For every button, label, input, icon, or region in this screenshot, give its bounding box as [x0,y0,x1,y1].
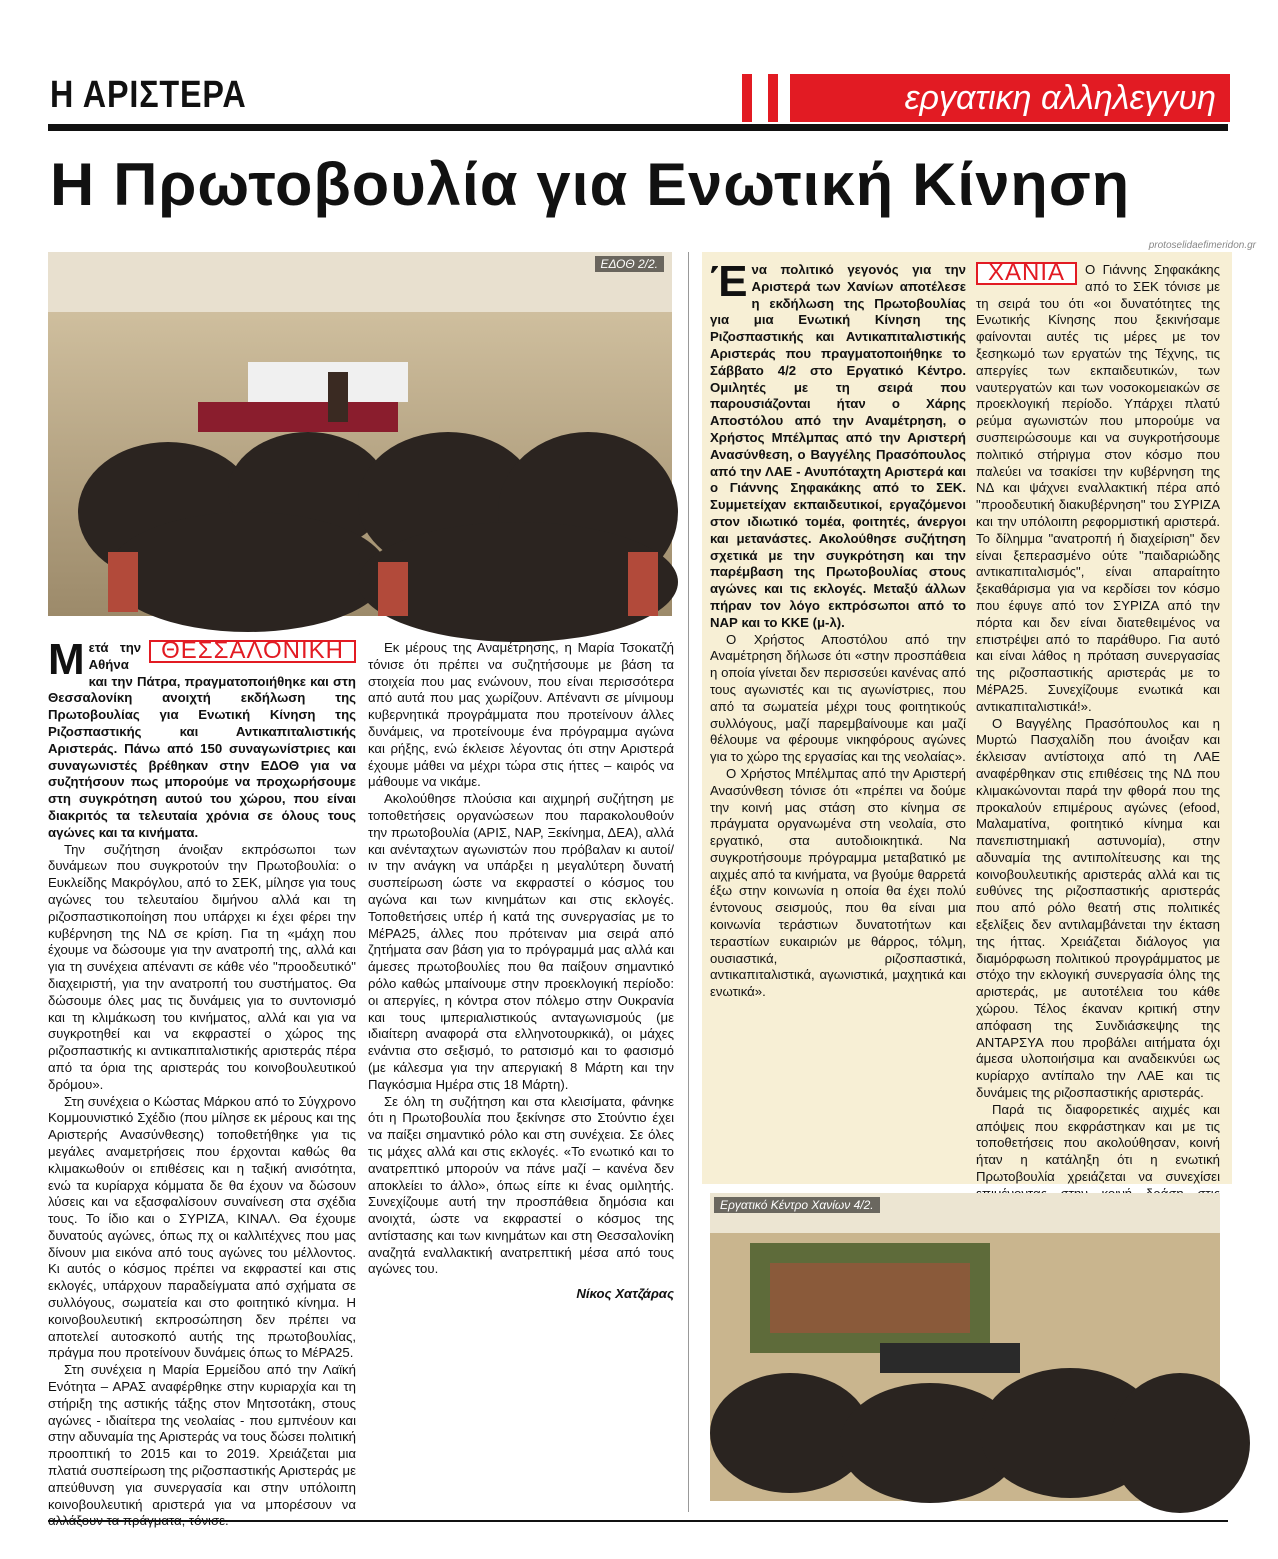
photo-caption: Εργατικό Κέντρο Χανίων 4/2. [714,1197,880,1213]
chania-col-1 [710,257,966,1182]
section-title: Η ΑΡΙΣΤΕΡΑ [50,74,247,116]
paragraph: Σε όλη τη συζήτηση και στα κλεισίματα, φάνηκε ότι η Πρωτοβουλία που ξεκίνησε στο Στούντιο έχει να παίξει σημαντικό ρόλο και στη συνέχεια. Σε όλες τις μάχες αλλά και στις εκλογές. «Το ενωτικό και το ανατρεπτικό μπορούν να πάνε μαζί – κανένα δεν αποκλείει το άλλο», όπως είπε κι ένας ομιλητής. Συνεχίζουμε αυτή την προσπάθεια δημόσια και ανοιχτά, ώστε να εκφραστεί ο κόσμος της αντίστασης και των κινημάτων και στη Θεσσαλονίκη αναζητά εναλλακτική ανατρεπτική μέσα από τους αγώνες του. [368,1093,674,1277]
paragraph: Ακολούθησε πλούσια και αιχμηρή συζήτηση με τοποθετήσεις οργανώσεων που παρακολουθούν την πρωτοβουλία (ΑΡΙΣ, ΝΑΡ, Ξεκίνημα, ΔΕΑ), αλλά και ανένταχτων αγωνιστών που πρόβαλαν κι αυτοί/ιν την ανάγκη να υπάρξει η μεγαλύτερη δυνατή συσπείρωση ώστε να εκφραστεί ο κόσμος του αγώνα και των κινημάτων και στις εκλογές. Τοποθετήσεις υπέρ ή κατά της συνεργασίας με το ΜέΡΑ25, άλλες που πρότειναν μια σειρά από ζητήματα σαν βάση για το πρόγραμμά μας αλλά και άμεσες πρωτοβουλίες που θα παίξουν σημαντικό ρόλο καθώς μπαίνουμε στην προεκλογική περίοδο: οι απεργίες, η κόντρα στον πόλεμο στην Ουκρανία και τους ιμπεριαλιστικούς ανταγωνισμούς (με ιδιαίτερη αναφορά στα ελληνοτουρκικά), οι μάχες ενάντια στο σεξισμό, το ρατσισμό και το φασισμό (με κάλεσμα για την απεργιακή 8 Μάρτη και την Παγκόσμια Ημέρα στις 18 Μάρτη). [368,791,674,1092]
location-tag: ΧΑΝΙΑ [976,262,1077,285]
photo-caption: ΕΔΟΘ 2/2. [595,256,664,272]
paragraph: Παρά τις διαφορετικές αιχμές και απόψεις που εκφράστηκαν και με τις τοποθετήσεις που ακολούθησαν, κοινή ήταν η κατάληξη ότι η ενωτική Πρωτοβουλία χρειάζεται να συνεχίσει [976,1101,1220,1185]
dropcap: Μ [48,635,85,684]
photo-chania-event [710,1193,1220,1501]
column-title: εργατικη αλληλεγγυη [790,74,1230,122]
thessaloniki-col-1 [48,635,356,1520]
lead-text: να πολιτικό γεγονός για την Αριστερά των Χανίων αποτέλεσε η εκδήλωση της Πρωτοβουλίας για μια Ενωτική Κίνηση της Ριζοσπαστικής και Αντικαπιταλιστικής Αριστεράς που πραγματοποιήθηκε το Σάββατο 4/2 στο Εργατικό Κέντρο. Ομιλητές με τη σειρά που παρουσιάζονται ήταν ο Χάρης Αποστόλου από την Αναμέτρηση, ο Χρήστος Μπέλμπας από την Αριστερή Ανασύνθεση, ο Βαγγέλης Πρασόπουλος από την ΛΑΕ - Ανυπόταχτη Αριστερά και ο Γιάννης Σηφακάκης από το ΣΕΚ. Συμμετείχαν εκπαιδευτικοί, εργαζόμενοι στον ιδιωτικό τομέα, φοιτητές, άνεργοι και μετανάστες. Ακολούθησε συζήτηση σχετικά με την συγκρότηση και την παρέμβαση της Πρωτοβουλίας στους αγώνες και τις εκλογές. Μεταξύ άλλων πήραν τον λόγο εκπρόσωποι από το ΝΑΡ και το ΚΚΕ (μ-λ). [710,262,966,630]
photo-illustration [710,1193,1220,1501]
paragraph: Στη συνέχεια ο Κώστας Μάρκου από το Σύγχρονο Κομμουνιστικό Σχέδιο (που μίλησε εκ μέρους και της Αριστερής Ανασύνθεσης) τοποθετήθηκε για τις μεγάλες αναμετρήσεις που έρχονται καθώς θα κλιμακωθούν οι επιθέσεις και η ταξική ανισότητα, ενώ τα κυρίαρχα κόμματα δε θα έχουν να δώσουν λύσεις και να εξασφαλίσουν συναίνεση στα σχέδια τους. Το ίδιο και ο ΣΥΡΙΖΑ, ΚΙΝΑΛ. Θα έχουμε δυνατούς αγώνες, όπως πχ οι καλλιτέχνες που μας δίνουν μια εικόνα από τους αγώνες του μέλλοντος. Κι αυτός ο κόσμος πρέπει να εκφραστεί και στις εκλογές, υπάρχουν παραδείγματα από σχήματα σε συλλόγους, σωματεία και στο φοιτητικό κίνημα. Η κοινοβουλευτική εκπροσώπηση δεν πρέπει να αποτελεί αυτοσκοπό αυτής της πρωτοβουλίας, πράγμα που προτείνουν δυνάμεις όπως το ΜέΡΑ25. [48,1093,356,1361]
paragraph: Ο Χρήστος Μπέλμπας από την Αριστερή Ανασύνθεση τόνισε ότι «πρέπει να δούμε την κοινή μας στάση στο κίνημα σε πράγματα οργανωμένα στη νεολαία, στο εργατικό, στα αυτοδιοικητικά. Να συγκροτήσουμε πρόγραμμα μεταβατικό με αιχμές από τα κινήματα, να βγούμε θαρρετά έξω στην κοινωνία η οποία θα έχει πολύ έντονους σεισμούς, που θα είναι μια κοινωνία τεράστιων δυνατοτήτων και τεραστίων ευκαιριών με θάρρος, τόλμη, ουσιαστικά, ριζοσπαστικά, αντικαπιταλιστικά, αγωνιστικά, μαχητικά και ενωτικά». [710,765,966,1000]
thessaloniki-col-2 [368,640,674,1520]
footer-rule [48,1520,1228,1522]
paragraph: Την συζήτηση άνοιξαν εκπρόσωποι των δυνάμεων που συγκροτούν την Πρωτοβουλία: ο Ευκλείδης Μακρόγλου, από το ΣΕΚ, μίλησε για τους αγώνες του τελευταίου διμήνου αλλά και τη ριζοσπαστικοποίηση που υπάρχει κι έχει φέρει την κυβέρνηση της ΝΔ σε κρίση. Για τη «μάχη που έχουμε να δώσουμε για την ανατροπή της, αλλά και για τη συνέχεια απέναντι σε κάθε νέο "προοδευτικό" διαχειριστή, για την ανατροπή του συστήματος. Θα δώσουμε όλες μας τις δυνάμεις για το συντονισμό και τη κλιμάκωση του κινήματος, αλλά και για να συγκροτηθεί και να εκφραστεί ο χώρος της ριζοσπαστικής κι αντικαπιταλιστικής αριστεράς πέρα από τα όρια της αριστεράς του κοινοβουλευτικού δρόμου». [48,841,356,1092]
photo-illustration [48,252,672,616]
dropcap: Έ [710,257,748,306]
paragraph: Ο Βαγγέλης Πρασόπουλος και η Μυρτώ Πασχαλίδη που άνοιξαν και έκλεισαν αντίστοιχα από τη ΛΑΕ αναφέρθηκαν στις επιθέσεις της ΝΔ που κλιμακώνονται παρά την φθορά που της προκαλούν επιμέρους αγώνες (efood, Μαλαματίνα, φοιτητικό κίνημα και πανεπιστημιακή αστυνομία), στην αδυναμία της αντιπολίτευσης και της κοινοβουλευτικής αριστεράς αλλά και τις ευθύνες της ριζοσπαστικής αριστεράς που από ρόλο θεατή στις πολιτικές εξελίξεις δεν αντιλαμβάνεται την έκταση της ήττας. Χρειάζεται διάλογος για διαμόρφωση πολιτικού προγράμματος με στόχο την εκλογική συνεργασία όλης της αριστεράς, με αυτοτέλεια του κάθε χώρου. Τέλος έκαναν κριτική στην απόφαση της Συνδιάσκεψης της ΑΝΤΑΡΣΥΑ που προβάλει αιτήματα όχι άμεσα υλοποιήσιμα και αναδεικνύει ως κυρίαρχο αντίπαλο την ΛΑΕ και τις δυνάμεις της ριζοσπαστικής αριστεράς. [976,715,1220,1101]
header-red-bar [768,74,778,122]
photo-thessaloniki-event [48,252,672,616]
chania-col-2 [976,259,1220,1185]
watermark: protoselidaefimeridon.gr [1148,240,1256,251]
lead-text: ετά την Αθήνα και την Πάτρα, πραγματοποιήθηκε και στη Θεσσαλονίκη ανοιχτή εκδήλωση της Πρωτοβουλίας για Ενωτική Κίνηση της Ριζοσπαστικής και Αντικαπιταλιστικής Αριστεράς. Πάνω από 150 συναγωνίστριες και συναγωνιστές βρέθηκαν στην ΕΔΟΘ για να συζητήσουν πως μπορούμε να προχωρήσουμε στη συγκρότηση αυτού του χώρου, που είναι διακριτός τα τελευταία χρόνια σε όλους τους αγώνες και τα κινήματα. [48,640,356,840]
header-red-bar [742,74,752,122]
paragraph: Ο Χρήστος Αποστόλου από την Αναμέτρηση δήλωσε ότι «στην προσπάθεια η οποία γίνεται δεν περισσεύει κανένας από τους αγωνιστές και τις αγωνίστριες, που από τα σωματεία μέχρι τους φοιτητικούς συλλόγους, μαζί παρεμβαίνουμε και μαζί θέλουμε να φέρουμε νικηφόρους αγώνες για το χώρο της εργασίας και της νεολαίας». [710,631,966,765]
location-tag: ΘΕΣΣΑΛΟΝΙΚΗ [149,640,356,663]
header-rule [48,124,1228,131]
paragraph: Ο Γιάννης Σηφακάκης από το ΣΕΚ τόνισε με τη σειρά του ότι «οι δυνατότητες της Ενωτικής Κίνησης που ξεκινήσαμε φαίνονται αυτές τις μέρες με τον ξεσηκωμό των εργατών της Τέχνης, τις απεργίες των εκπαιδευτικών, των ναυτεργατών και των νοσοκομειακών σε προεκλογική περίοδο. Υπάρχει πλατύ ρεύμα αγωνιστών που μπορούμε να συσπειρώσουμε και να συγκροτήσουμε πολιτικό στήριγμα στον κόσμο που παλεύει να τσακίσει την κυβέρνηση της ΝΔ και ψάχνει εναλλακτική πέρα από "προοδευτική διακυβέρνηση" του ΣΥΡΙΖΑ και την υπόλοιπη ρεφορμιστική αριστερά. Το δίλημμα "ανατροπή ή διαχείριση" δεν είναι ξεπερασμένο ούτε "παιδαριώδης αντικαπιταλισμός", είναι απαραίτητο ξεκαθάρισμα για να κερδίσει τον κόσμο που έφυγε από τον ΣΥΡΙΖΑ από την πόρτα και δεν είναι διατεθειμένος να επιστρέψει από το παράθυρο. Για αυτό και είναι λάθος η πρόταση συνεργασίας της ριζοσπαστικής αριστεράς με το ΜέΡΑ25. Συνεχίζουμε ενωτικά και αντικαπιταλιστικά!». [976,262,1220,714]
author: Νίκος Χατζάρας [576,1286,674,1302]
paragraph: Εκ μέρους της Αναμέτρησης, η Μαρία Τσοκατζή τόνισε ότι πρέπει να συζητήσουμε με βάση τα στοιχεία που μας ενώνουν, που είναι περισσότερα από αυτά που μας χωρίζουν. Απέναντι σε μίνιμουμ κυβερνητικά προγράμματα που προτείνουν άλλες δυνάμεις, να προτείνουμε ένα πρόγραμμα αγώνα και ρήξης, ενώ έκλεισε λέγοντας ότι στην Αριστερά έχουμε μάθει να μέχρι τώρα στις ήττες – καιρός να μάθουμε να νικάμε. [368,640,674,790]
paragraph: Στη συνέχεια η Μαρία Ερμείδου από την Λαϊκή Ενότητα – ΑΡΑΣ αναφέρθηκε στην κυριαρχία και τη στήριξη της αστικής τάξης στον Μητσοτάκη, στους αγώνες - ιδιαίτερα της νεολαίας - που εμπνέουν και στην αδυναμία της Αριστεράς να τους δώσει πολιτική προοπτική το 2015 και το 2019. Χρειάζεται μια πλατιά συσπείρωση της ριζοσπαστικής Αριστεράς με απεύθυνση για συνεργασία και στην υπόλοιπη κοινοβουλευτική αριστερά για να μπορέσουν να [48,1362,356,1512]
article-title: Η Πρωτοβουλία για Ενωτική Κίνηση [50,151,1131,218]
column-divider [688,252,689,1512]
